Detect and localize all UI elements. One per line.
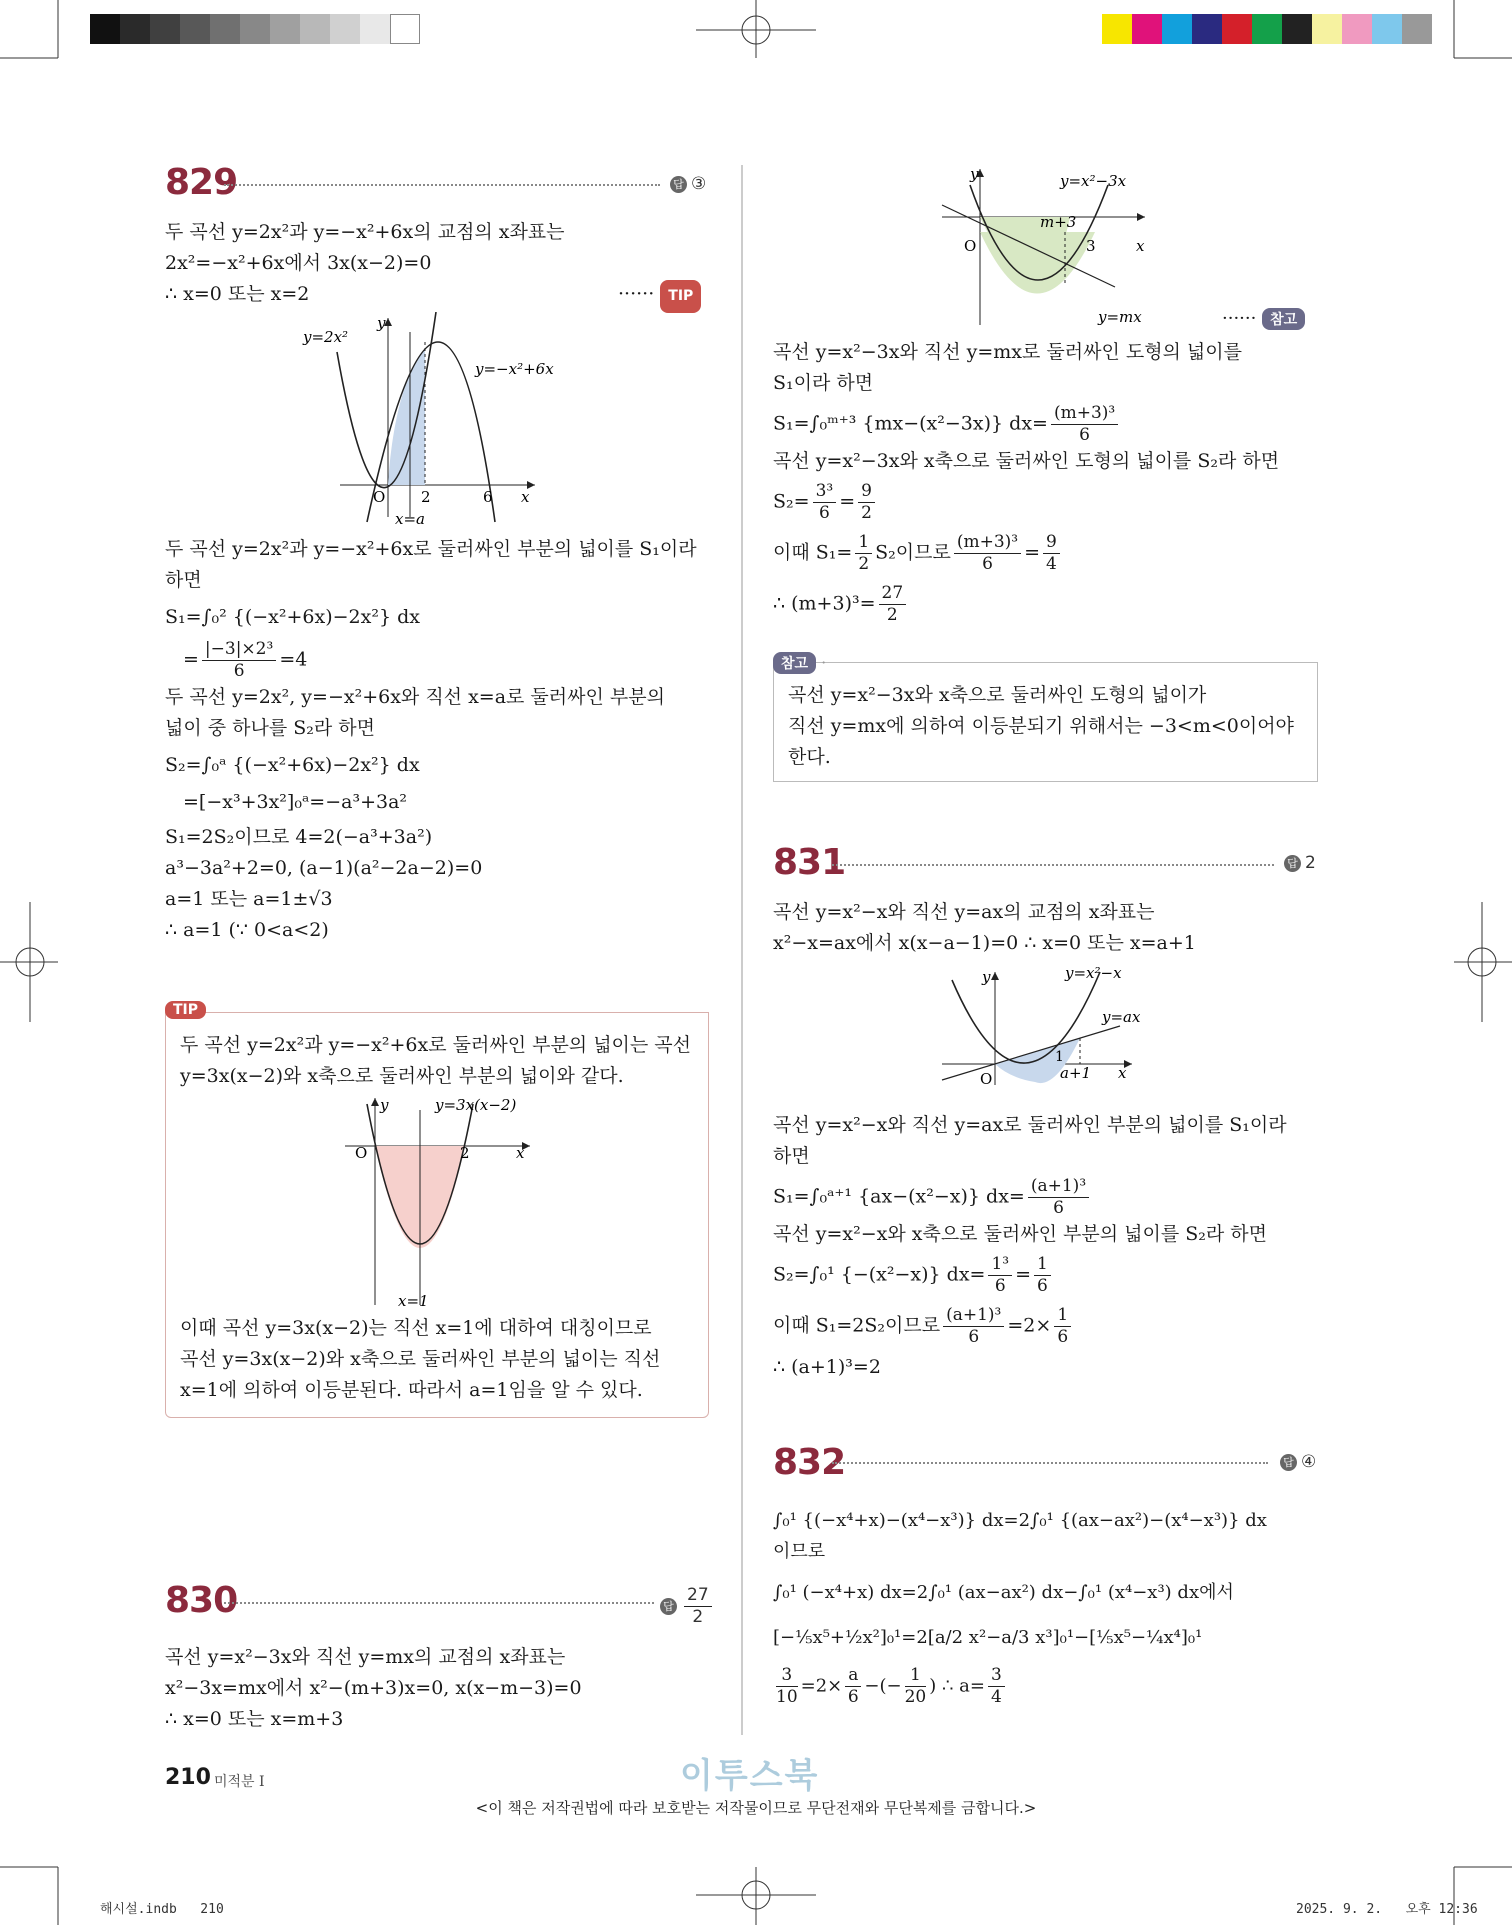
line-label: y=ax — [1102, 1008, 1140, 1026]
formula-line: S₂=∫₀¹ {−(x²−x)} dx= $\frac{\text{1³}}{6}$ = $\frac{1}{6}$ — [773, 1254, 1333, 1297]
tip-content-cont — [180, 1313, 700, 1406]
text-line: 하면 — [165, 569, 202, 591]
origin-label: O — [355, 1144, 368, 1162]
text-line: 곡선 y=x²−3x와 직선 y=mx로 둘러싸인 도형의 넓이를 — [773, 341, 1242, 363]
text-line: 두 곡선 y=2x²과 y=−x²+6x로 둘러싸인 부분의 넓이를 S₁이라 — [165, 538, 697, 560]
problem-number-829: 829 — [165, 162, 238, 203]
formula-line: [−⅕x⁵+½x²]₀¹=2[a/2 x²−a/3 x³]₀¹−[⅕x⁵−¼x⁴]₀¹ — [773, 1627, 1203, 1648]
line-label: x=1 — [398, 1292, 429, 1310]
text-line: ∴ x=0 또는 x=2 ······ TIP — [165, 279, 725, 310]
tip-reference-tag: TIP — [660, 280, 701, 313]
text-line: y=3x(x−2)와 x축으로 둘러싸인 부분의 넓이와 같다. — [180, 1065, 624, 1087]
text-line: S₁이라 하면 — [773, 372, 874, 394]
text-line: 곡선 y=x²−3x와 직선 y=mx의 교점의 x좌표는 — [165, 1646, 566, 1668]
problem-number-830: 830 — [165, 1580, 238, 1621]
formula-line: $\frac{3}{10}$ =2× $\frac{a}{6}$ −(− $\frac{1}{20}$ ) ∴ a= $\frac{3}{4}$ — [773, 1665, 1333, 1708]
axis-label: x — [1118, 1064, 1127, 1082]
text-line: 이므로 — [773, 1541, 826, 1562]
text-line: S₁=2S₂이므로 4=2(−a³+3a²) — [165, 826, 433, 848]
formula-line: S₁=∫₀² {(−x²+6x)−2x²} dx — [165, 606, 420, 628]
text-line: 한다. — [788, 746, 831, 768]
text-line: ∴ (a+1)³=2 — [773, 1356, 881, 1378]
tick-label: 2 — [460, 1144, 470, 1162]
text-line: 직선 y=mx에 의하여 이등분되기 위해서는 −3<m<0이어야 — [788, 715, 1294, 737]
text-line: 하면 — [773, 1145, 810, 1167]
tick-label: 1 — [1055, 1049, 1064, 1065]
formula-line: =[−x³+3x²]₀ᵃ=−a³+3a² — [183, 791, 408, 813]
text-line: 두 곡선 y=2x²과 y=−x²+6x의 교점의 x좌표는 — [165, 221, 565, 243]
text-line: 2x²=−x²+6x에서 3x(x−2)=0 — [165, 252, 432, 274]
curve-label: y=3x(x−2) — [435, 1096, 517, 1114]
text-line: 넓이 중 하나를 S₂라 하면 — [165, 717, 375, 739]
page-number: 210 — [165, 1765, 211, 1790]
formula-line: ∫₀¹ {(−x⁴+x)−(x⁴−x³)} dx=2∫₀¹ {(ax−ax²)−(x⁴−x³)} dx — [773, 1510, 1267, 1531]
text-line: 곡선 y=3x(x−2)와 x축으로 둘러싸인 부분의 넓이는 직선 — [180, 1348, 661, 1370]
publisher-logo: 이투스북 — [680, 1756, 820, 1796]
text-line: 두 곡선 y=2x², y=−x²+6x와 직선 x=a로 둘러싸인 부분의 — [165, 686, 665, 708]
axis-label: y — [380, 1096, 389, 1114]
tick-label: m+3 — [1040, 213, 1077, 231]
answer-829: 답 ③ — [670, 174, 706, 194]
tick-label: 6 — [483, 488, 493, 506]
tip-tag: TIP — [165, 1001, 206, 1019]
answer-832: 답 ④ — [1280, 1452, 1316, 1472]
text-line: x²−x=ax에서 x(x−a−1)=0 ∴ x=0 또는 x=a+1 — [773, 932, 1196, 954]
formula-line: = $\frac{\text{|−3|×2³}}{6}$ =4 — [183, 639, 308, 681]
formula-line: S₂=∫₀ᵃ {(−x²+6x)−2x²} dx — [165, 754, 420, 776]
text-line: 이때 곡선 y=3x(x−2)는 직선 x=1에 대하여 대칭이므로 — [180, 1317, 652, 1339]
curve-label: y=x²−x — [1065, 964, 1122, 982]
reference-tag: 참고 — [1262, 308, 1305, 330]
reference-box-tag: 참고 — [773, 652, 816, 674]
problem-number-831: 831 — [773, 842, 846, 883]
text-line: a=1 또는 a=1±√3 — [165, 888, 333, 910]
solution-831-cont — [773, 1110, 1333, 1383]
axis-label: y — [970, 165, 979, 183]
text-line: ∴ x=0 또는 x=m+3 — [165, 1708, 344, 1730]
axis-label: x — [521, 488, 530, 506]
solution-831 — [773, 897, 1333, 959]
curve-label: y=2x² — [303, 328, 349, 346]
solution-829-cont — [165, 534, 725, 946]
text-line: ∴ a=1 (∵ 0<a<2) — [165, 919, 329, 941]
formula-line: ∫₀¹ (−x⁴+x) dx=2∫₀¹ (ax−ax²) dx−∫₀¹ (x⁴−x³) dx에서 — [773, 1582, 1234, 1603]
file-info: 해시설.indb 210 — [100, 1902, 224, 1917]
solution-830-cont — [773, 337, 1333, 626]
problem-number-832: 832 — [773, 1442, 846, 1483]
answer-830: 답 $\frac{27}{2}$ — [660, 1585, 715, 1628]
text-line: a³−3a²+2=0, (a−1)(a²−2a−2)=0 — [165, 857, 483, 879]
axis-label: x — [1136, 237, 1145, 255]
curve-label: y=−x²+6x — [475, 360, 554, 378]
solution-830 — [165, 1642, 725, 1735]
graph-tip — [340, 1090, 540, 1312]
formula-line: 이때 S₁=2S₂이므로 $\frac{\text{(a+1)³}}{6}$ =2× $\frac{1}{6}$ — [773, 1305, 1333, 1348]
graph-829 — [295, 312, 585, 530]
origin-label: O — [964, 237, 977, 255]
text-line: 두 곡선 y=2x²과 y=−x²+6x로 둘러싸인 부분의 넓이는 곡선 — [180, 1034, 691, 1056]
text-line: 곡선 y=x²−x와 x축으로 둘러싸인 부분의 넓이를 S₂라 하면 — [773, 1223, 1267, 1245]
axis-label: y — [982, 968, 991, 986]
text-line: 곡선 y=x²−3x와 x축으로 둘러싸인 도형의 넓이가 — [788, 684, 1207, 706]
text-line: 곡선 y=x²−3x와 x축으로 둘러싸인 도형의 넓이를 S₂라 하면 — [773, 450, 1280, 472]
print-date: 2025. 9. 2. 오후 12:36 — [1296, 1902, 1478, 1917]
solution-832 — [773, 1505, 1333, 1708]
tip-content — [180, 1030, 700, 1092]
curve-label: y=x²−3x — [1060, 172, 1127, 190]
text-line: x=1에 의하여 이등분된다. 따라서 a=1임을 알 수 있다. — [180, 1379, 643, 1401]
line-label: x=a — [395, 510, 425, 528]
graph-831 — [940, 960, 1140, 1090]
text-line: x²−3x=mx에서 x²−(m+3)x=0, x(x−m−3)=0 — [165, 1677, 582, 1699]
text-line: 곡선 y=x²−x와 직선 y=ax로 둘러싸인 부분의 넓이를 S₁이라 — [773, 1114, 1287, 1136]
origin-label: O — [373, 488, 386, 506]
divider-831 — [832, 864, 1274, 866]
text-line: 곡선 y=x²−x와 직선 y=ax의 교점의 x좌표는 — [773, 901, 1155, 923]
axis-label: x — [516, 1144, 525, 1162]
formula-line: S₁=∫₀ᵃ⁺¹ {ax−(x²−x)} dx= $\frac{\text{(a+1)³}}{6}$ — [773, 1176, 1333, 1219]
copyright-notice: <이 책은 저작권법에 따라 보호받는 저작물이므로 무단전재와 무단복제를 금합니다.> — [475, 1799, 1037, 1817]
divider-830 — [224, 1602, 654, 1604]
formula-line: S₂= $\frac{\text{3³}}{6}$ = $\frac{9}{2}$ — [773, 481, 1333, 524]
reference-pointer: ······ 참고 — [1222, 308, 1305, 330]
tick-label: a+1 — [1060, 1064, 1092, 1082]
formula-line: ∴ (m+3)³= $\frac{27}{2}$ — [773, 583, 1333, 626]
solution-829 — [165, 217, 725, 310]
tick-label: 2 — [421, 488, 431, 506]
divider-829 — [224, 184, 660, 186]
graph-830 — [940, 165, 1150, 330]
divider-832 — [832, 1462, 1268, 1464]
formula-line: S₁=∫₀ᵐ⁺³ {mx−(x²−3x)} dx= $\frac{\text{(m+3)³}}{6}$ — [773, 403, 1333, 446]
answer-831: 답 2 — [1284, 853, 1316, 873]
line-label: y=mx — [1098, 308, 1142, 326]
formula-line: 이때 S₁= $\frac{1}{2}$ S₂이므로 $\frac{\text{(m+3)³}}{6}$ = $\frac{9}{4}$ — [773, 532, 1333, 575]
reference-content — [788, 680, 1308, 773]
tick-label: 3 — [1086, 237, 1096, 255]
subject-label: 미적분 I — [214, 1774, 265, 1790]
axis-label: y — [377, 314, 386, 332]
origin-label: O — [980, 1070, 993, 1088]
